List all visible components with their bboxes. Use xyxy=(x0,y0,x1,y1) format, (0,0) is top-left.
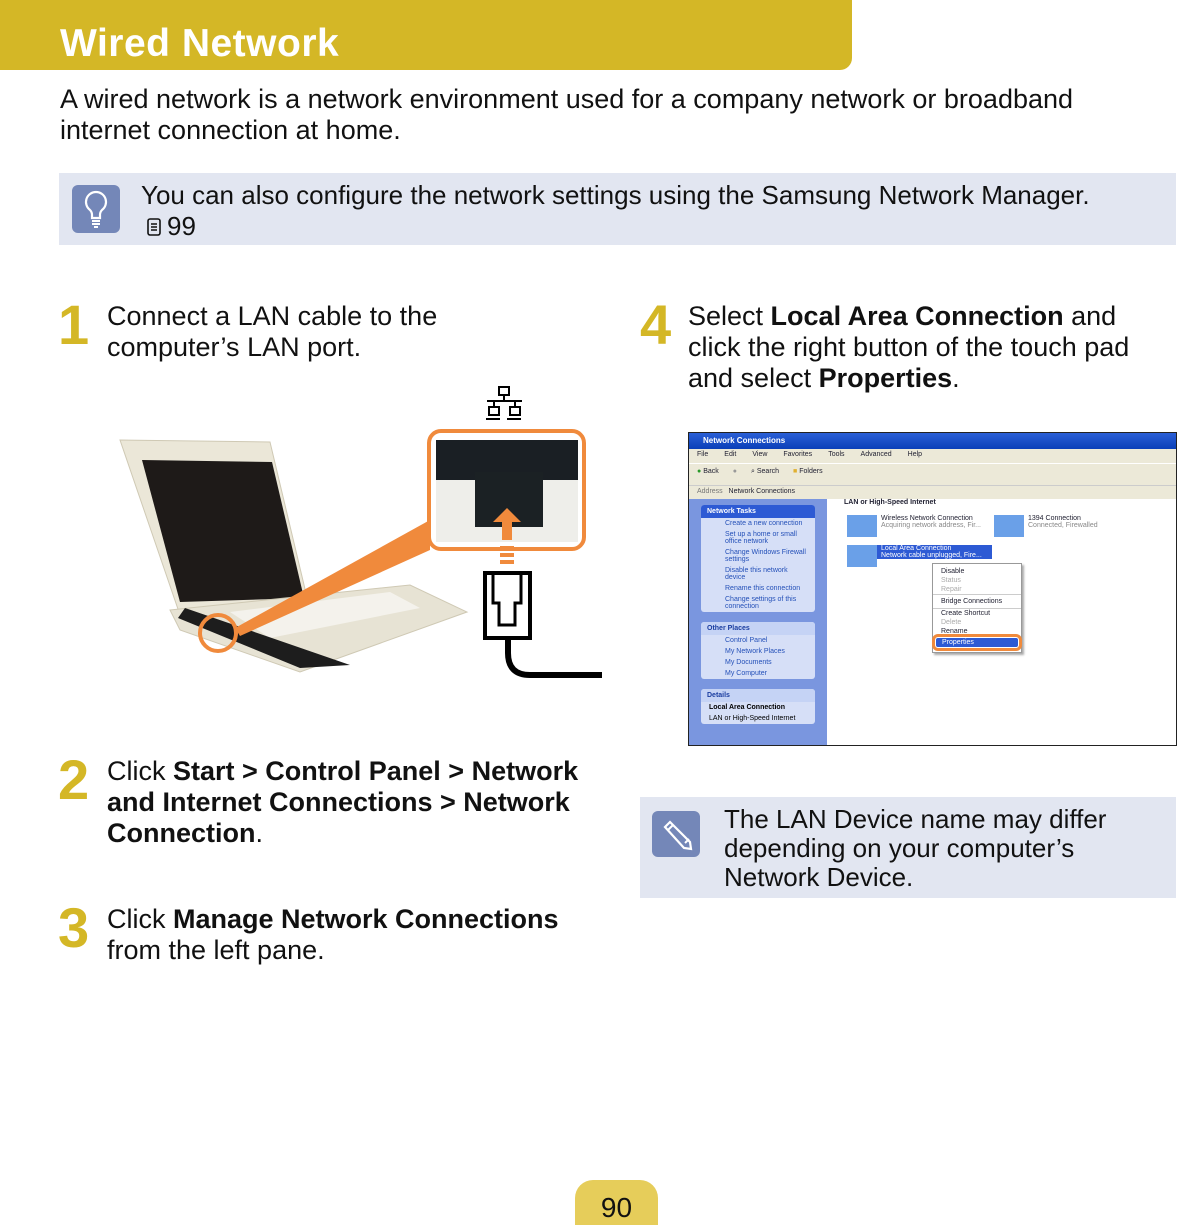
menu-view[interactable]: View xyxy=(752,451,768,458)
connection-1394[interactable] xyxy=(994,515,1114,537)
menu-file[interactable]: File xyxy=(697,451,709,458)
step-number: 1 xyxy=(58,293,90,356)
back-label: Back xyxy=(703,468,719,475)
step-text-part: Select xyxy=(688,301,771,331)
back-button[interactable] xyxy=(697,468,719,481)
note-text: The LAN Device name may differ depending on your computer’s Network Device. xyxy=(724,804,1107,892)
menu-bar xyxy=(689,449,1176,463)
step-number: 4 xyxy=(640,293,672,356)
step-text-part: Click xyxy=(107,756,173,786)
network-connection-icon xyxy=(994,515,1024,537)
pencil-icon xyxy=(652,811,700,857)
task-link[interactable]: Create a new connection xyxy=(725,520,803,527)
menu-tools[interactable]: Tools xyxy=(828,451,845,458)
search-icon: ⌕ xyxy=(750,468,755,475)
task-link[interactable]: Change settings of this connection xyxy=(725,596,797,610)
task-link[interactable]: Rename this connection xyxy=(725,585,801,592)
window-titlebar: Network Connections xyxy=(689,433,1176,449)
place-link[interactable]: Control Panel xyxy=(725,637,768,644)
context-menu xyxy=(932,563,1022,653)
connection-name: Wireless Network Connection xyxy=(881,515,973,522)
menu-item-status[interactable]: Status xyxy=(941,577,961,584)
task-link[interactable]: Set up a home or small office network xyxy=(725,531,797,545)
step-text-part: Click xyxy=(107,904,173,934)
detail-name: Local Area Connection xyxy=(709,704,785,711)
folder-icon: ■ xyxy=(793,468,798,475)
panel-network-tasks xyxy=(701,505,815,612)
step-text-part: and click the right button of the touch pad and select xyxy=(688,301,1130,393)
note-box xyxy=(640,797,1176,898)
step-text-part: from the left pane. xyxy=(107,935,325,965)
group-heading: LAN or High-Speed Internet xyxy=(844,499,936,506)
address-bar[interactable] xyxy=(689,485,1176,499)
connection-status: Acquiring network address, Fir... xyxy=(881,522,981,529)
step-emphasis: Properties xyxy=(818,363,953,393)
toolbar xyxy=(689,463,1176,485)
panel-title: Network Tasks xyxy=(701,505,815,518)
step-number: 3 xyxy=(58,896,90,959)
panel-other-places xyxy=(701,622,815,679)
address-label: Address xyxy=(697,488,723,495)
tip-box xyxy=(59,173,1176,245)
address-value: Network Connections xyxy=(728,488,796,495)
detail-type: LAN or High-Speed Internet xyxy=(709,715,796,722)
menu-item-disable[interactable]: Disable xyxy=(941,568,965,575)
connection-name: Local Area Connection xyxy=(847,545,992,552)
search-button[interactable] xyxy=(751,468,779,481)
folders-button[interactable] xyxy=(793,468,823,481)
connection-name: 1394 Connection xyxy=(1028,515,1081,522)
step-2-text xyxy=(107,756,597,849)
step-3-text xyxy=(107,904,607,966)
menu-item-repair[interactable]: Repair xyxy=(933,585,1021,595)
task-link[interactable]: Change Windows Firewall settings xyxy=(725,549,806,563)
page-title: Wired Network xyxy=(60,22,340,65)
step-emphasis: Local Area Connection xyxy=(770,301,1064,331)
network-connections-window xyxy=(688,432,1177,746)
network-icon xyxy=(486,387,522,419)
step-number: 2 xyxy=(58,748,90,811)
page-ref-icon xyxy=(147,218,161,236)
place-link[interactable]: My Computer xyxy=(725,670,768,677)
connection-status: Connected, Firewalled xyxy=(1028,522,1098,529)
step-text-part: Connect a LAN cable to the computer’s LAN port. xyxy=(107,301,438,362)
panel-title: Other Places xyxy=(701,622,815,635)
task-link[interactable]: Disable this network device xyxy=(725,567,788,581)
lightbulb-icon xyxy=(72,185,120,233)
forward-button[interactable]: ● xyxy=(732,468,737,475)
step-emphasis: Manage Network Connections xyxy=(173,904,559,934)
menu-favorites[interactable]: Favorites xyxy=(783,451,813,458)
network-connection-icon xyxy=(847,545,877,567)
menu-advanced[interactable]: Advanced xyxy=(860,451,892,458)
place-link[interactable]: My Documents xyxy=(725,659,772,666)
menu-item-rename[interactable]: Rename xyxy=(941,628,968,635)
laptop-lan-illustration xyxy=(100,380,602,700)
menu-item-create-shortcut[interactable]: Create Shortcut xyxy=(941,610,991,617)
panel-title: Details xyxy=(701,689,815,702)
intro-text: A wired network is a network environment used for a company network or broadband internet connection at home. xyxy=(60,84,1074,145)
task-pane xyxy=(689,499,827,745)
step-emphasis: Start > Control Panel > Network and Internet Connections > Network Connection xyxy=(107,756,579,848)
tip-text: You can also configure the network settings using the Samsung Network Manager. xyxy=(141,180,1090,210)
menu-help[interactable]: Help xyxy=(907,451,923,458)
menu-item-delete[interactable]: Delete xyxy=(941,619,962,626)
page-number: 90 xyxy=(575,1180,658,1225)
page-reference[interactable] xyxy=(147,211,196,242)
step-text-part: . xyxy=(255,818,264,848)
step-4-text xyxy=(688,301,1168,394)
connection-status: Network cable unplugged, Fire... xyxy=(847,552,992,559)
menu-item-bridge[interactable]: Bridge Connections xyxy=(933,595,1021,609)
step-text-part: . xyxy=(952,363,960,393)
panel-details xyxy=(701,689,815,724)
step-1-text xyxy=(107,301,487,363)
page-ref-number: 99 xyxy=(167,211,196,241)
network-connection-icon xyxy=(847,515,877,537)
connection-wireless[interactable] xyxy=(847,515,987,537)
rj45-plug-icon xyxy=(485,573,602,675)
search-label: Search xyxy=(756,468,780,475)
menu-item-properties[interactable]: Properties xyxy=(936,638,1018,647)
menu-edit[interactable]: Edit xyxy=(724,451,737,458)
back-arrow-icon: ● xyxy=(697,468,702,475)
folders-label: Folders xyxy=(799,468,823,475)
place-link[interactable]: My Network Places xyxy=(725,648,785,655)
